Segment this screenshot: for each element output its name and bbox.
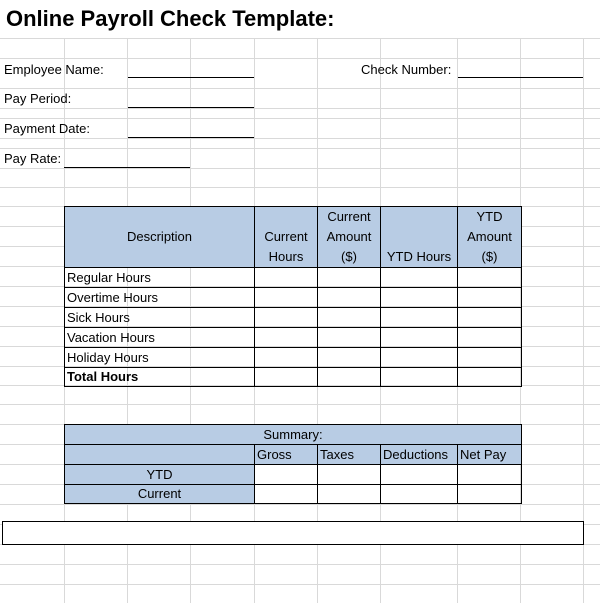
header-ytd-amount-line1: YTD [476, 209, 503, 224]
cell-ytd-amount[interactable] [458, 308, 522, 328]
table-row [65, 368, 522, 387]
table-row [65, 485, 522, 504]
cell-ytd-amount[interactable] [458, 288, 522, 308]
cell-net-pay[interactable] [458, 465, 522, 485]
signature-box[interactable] [2, 521, 584, 545]
header-current-amount [318, 207, 381, 268]
header-current-hours [255, 207, 318, 268]
cell-current-amount[interactable] [318, 368, 381, 387]
cell-current-amount[interactable] [318, 348, 381, 368]
header-ytd-amount-line3: ($) [481, 249, 498, 264]
cell-current-amount[interactable] [318, 288, 381, 308]
table-row [65, 465, 522, 485]
cell-ytd-hours[interactable] [381, 268, 458, 288]
payment-date-field[interactable] [128, 137, 254, 138]
row-label-total-hours: Total Hours [65, 368, 255, 387]
cell-taxes[interactable] [318, 465, 381, 485]
table-row [65, 268, 522, 288]
cell-ytd-hours[interactable] [381, 368, 458, 387]
row-label-sick-hours: Sick Hours [65, 308, 255, 328]
summary-header-deductions: Deductions [381, 445, 458, 465]
cell-ytd-amount[interactable] [458, 348, 522, 368]
header-ytd-hours [381, 207, 458, 268]
cell-current-hours[interactable] [255, 368, 318, 387]
summary-header-row [65, 445, 522, 465]
cell-deductions[interactable] [381, 485, 458, 504]
header-description: Description [65, 207, 255, 268]
cell-ytd-amount[interactable] [458, 328, 522, 348]
cell-current-amount[interactable] [318, 268, 381, 288]
pay-rate-field[interactable] [64, 167, 190, 168]
pay-period-label: Pay Period: [4, 91, 72, 106]
check-number-label: Check Number: [361, 62, 452, 77]
row-label-holiday-hours: Holiday Hours [65, 348, 255, 368]
row-label-regular-hours: Regular Hours [65, 268, 255, 288]
cell-ytd-amount[interactable] [458, 368, 522, 387]
header-current-amount-line2: Amount [326, 229, 372, 244]
employee-name-field[interactable] [128, 77, 254, 78]
row-label-vacation-hours: Vacation Hours [65, 328, 255, 348]
cell-deductions[interactable] [381, 465, 458, 485]
summary-header-net-pay: Net Pay [458, 445, 522, 465]
summary-title: Summary: [65, 425, 522, 445]
header-current-hours-line2: Hours [268, 249, 304, 264]
page-title: Online Payroll Check Template: [6, 6, 335, 31]
pay-period-field[interactable] [128, 107, 254, 108]
cell-current-hours[interactable] [255, 308, 318, 328]
cell-taxes[interactable] [318, 485, 381, 504]
cell-current-hours[interactable] [255, 268, 318, 288]
table-row [65, 308, 522, 328]
cell-ytd-hours[interactable] [381, 288, 458, 308]
hours-table [64, 206, 522, 387]
table-row [65, 288, 522, 308]
cell-current-hours[interactable] [255, 288, 318, 308]
summary-header-gross: Gross [255, 445, 318, 465]
header-ytd-amount-line2: Amount [467, 229, 512, 244]
cell-current-amount[interactable] [318, 328, 381, 348]
cell-current-hours[interactable] [255, 328, 318, 348]
header-current-hours-line1: Current [264, 229, 308, 244]
cell-ytd-hours[interactable] [381, 328, 458, 348]
cell-gross[interactable] [255, 465, 318, 485]
cell-current-hours[interactable] [255, 348, 318, 368]
cell-current-amount[interactable] [318, 308, 381, 328]
cell-ytd-hours[interactable] [381, 348, 458, 368]
summary-table [64, 424, 522, 504]
summary-row-label-current: Current [65, 485, 255, 504]
summary-title-row [65, 425, 522, 445]
cell-ytd-hours[interactable] [381, 308, 458, 328]
row-label-overtime-hours: Overtime Hours [65, 288, 255, 308]
header-ytd-hours-text: YTD Hours [386, 249, 452, 264]
summary-header-taxes: Taxes [318, 445, 381, 465]
header-current-amount-line3: ($) [341, 249, 357, 264]
pay-rate-label: Pay Rate: [4, 151, 62, 166]
summary-header-blank [65, 445, 255, 465]
header-ytd-amount [458, 207, 522, 268]
check-number-field[interactable] [458, 77, 583, 78]
hours-table-header-row [65, 207, 522, 268]
cell-ytd-amount[interactable] [458, 268, 522, 288]
table-row [65, 348, 522, 368]
table-row [65, 328, 522, 348]
summary-row-label-ytd: YTD [65, 465, 255, 485]
cell-net-pay[interactable] [458, 485, 522, 504]
employee-name-label: Employee Name: [4, 62, 104, 77]
cell-gross[interactable] [255, 485, 318, 504]
header-current-amount-line1: Current [327, 209, 371, 224]
payment-date-label: Payment Date: [4, 121, 90, 136]
